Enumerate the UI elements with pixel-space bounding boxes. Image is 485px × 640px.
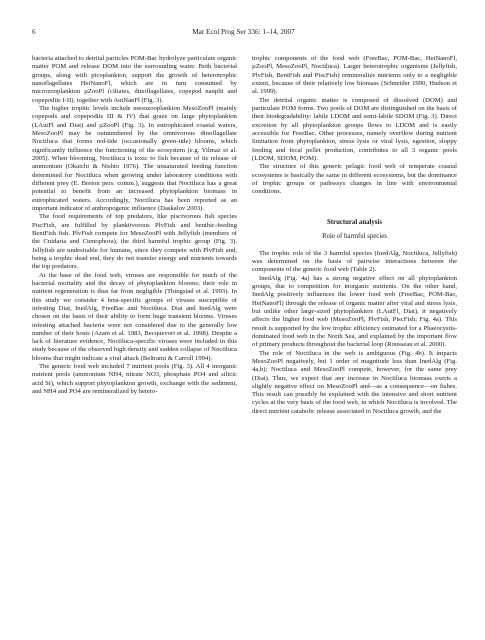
page-number: 6 bbox=[32, 28, 36, 36]
right-column bbox=[252, 55, 457, 416]
body-paragraph: The detrital organic matter is composed of dissolved (DOM) and particulate POM forms. Two pools of DOM are distinguished on the basis of their biodegradability: labile LDOM and semi-labile SDOM (Fig. 3). Direct excretion by all phytoplankton groups flows to LDOM and is easily accessible for FreeBac. Other processes, namely overflow during nutrient limitation from phytoplankton, stress lysis or viral lysis, egestion, sloppy feeding and fecal pellet production, contributes to all 3 organic pools (LDOM, SDOM, POM). bbox=[252, 96, 457, 162]
body-paragraph: The trophic role of the 3 harmful species (InedAlg, Noctiluca, Jellyfish) was determined on the basis of pairwise interactions between the components of the generic food web (Table 2). bbox=[252, 249, 457, 274]
body-paragraph: The food requirements of top predators, like piscivorous fish species PiscFish, are fulfilled by planktivorous PlvFish and benthic-feeding BentFish fish. PlvFish compete for MesoZooPl with Jellyfish (members of the Cnidaria and Ctenophora), the third harmful trophic group (Fig. 3). Jellyfish are undesirable for humans, since they compete with PlvFish and, being a trophic dead end, they do not transfer energy and nutrients towards the top predators. bbox=[32, 213, 237, 271]
body-paragraph: At the base of the food web, viruses are responsible for much of the bacterial mortality and the decay of phytoplankton blooms; their role in nutrient regeneration is thus far from negligible (Thingstad et al. 1993). In this study we consider 4 host-specific groups of viruses susceptible of infesting Diat, InedAlg, FreeBac and Noctiluca. Diat and InedAlg were chosen on the basis of their ability to form huge transient blooms. Viruses infesting attached bacteria were not considered due to the generally low number of their hosts (Azam et al. 1983, Becquevort et al. 1998). Despite a lack of literature evidence, Noctiluca-specific viruses were included in this study because of the observed high density and sudden collapse of Noctiluca blooms that might indicate a viral attack (Beltrami & Carroll 1994). bbox=[32, 271, 237, 362]
body-paragraph: trophic components of the food web (FreeBac, POM-Bac, HetNanoFl, µZooPl, MesoZooPl, Noctiluca). Larger heterotrophic organisms (Jellyfish, PlvFish, BentFish and PiscFish) remineralize nutrients only to a negligible extent, because of their relatively low biomass (Schneider 1990, Hudson et al. 1999). bbox=[252, 55, 457, 96]
section-heading: Structural analysis bbox=[327, 218, 382, 226]
left-column bbox=[32, 55, 237, 396]
subsection-heading: Role of harmful species bbox=[322, 233, 387, 241]
page-header bbox=[32, 26, 455, 38]
body-paragraph: InedAlg (Fig. 4a) has a strong negative effect on all phytoplankton groups, due to competition for inorganic nutrients. On the other hand, InedAlg positively influences the lower food web (FreeBac, POM-Bac, HetNanoFl) through the release of organic matter after viral and stress lysis, but unlike other large-sized phytoplankters (LAutFl, Diat), it negatively affects the higher food web (MesoZooPl, PlvFish, PiscFish; Fig. 4a). This result is supported by the low trophic efficiency estimated for a Phaeocystis-dominated food web in the North Sea, and explained by the important flow of primary products throughout the bacterial loop (Rousseau et al. 2000). bbox=[252, 274, 457, 349]
body-paragraph: The role of Noctiluca in the web is ambiguous (Fig. 4b). It impacts MesoZooPl negatively, but 1 order of magnitude less than InedAlg (Fig. 4a,b); Noctiluca and MesoZooPl compete, however, for the same prey (Diat). Thus, we expect that any increase in Noctiluca biomass exerts a slightly negative effect on MesoZooPl and—as a consequence—on fishes. This result can possibly be explained with the intensive and short nutrient cycles at the very basis of the food web, in which Noctiluca is involved. The direct nutrient catabolic release associated to Noctiluca growth, and the bbox=[252, 349, 457, 415]
body-paragraph: The structure of this generic pelagic food web of temperate coastal ecosystems is basically the same in different ecosystems, but the dominance of trophic groups or pathways changes in line with environmental conditions. bbox=[252, 163, 457, 196]
body-paragraph: The generic food web included 7 nutrient pools (Fig. 3). All 4 inorganic nutrient pools (ammonium NH4, nitrate NO3, phosphate PO4 and silicic acid Si), which support phytoplankton growth, exchange with the sediment, and NH4 and PO4 are remineralized by hetero- bbox=[32, 363, 237, 396]
body-paragraph: bacteria attached to detrital particles POM-Bac hydrolyze particulate organic matter POM and release DOM into the surrounding water. Both bacterial groups, along with picoplankton, support the growth of heterotrophic nanoflagellates HetNanoFl, which are in turn consumed by microzooplankton µZooPl (ciliates, dinoflagellates, copepod nauplii and copepodits I-II), together with AutNanFl (Fig. 3). bbox=[32, 55, 237, 104]
body-paragraph: The higher trophic levels include mesozooplankton MesoZooPl (mainly copepods and copepodits III & IV) that graze on large phytoplankton (LAutFl and Diat) and µZooPl (Fig. 3). In eutrophicated coastal waters, MesoZooPl may be outnumbered by the omnivorous dinoflagellate Noctiluca that forms red-tide (occasionally green-tide) blooms, which significantly influence the functioning of the ecosystem (e.g. Yilmaz et al. 2005). When blooming, Noctiluca is toxic to fish because of its release of ammonium (Okaichi & Nishio 1976). The unsaturated feeding function determined for Noctiluca when growing under laboratory conditions with different prey (E. Breton pers. comm.), suggests that Noctiluca has a great potential to benefit from an increased phytoplankton biomass in eutrophicated waters. Accordingly, Noctiluca has been reported as an important indicator of anthropogenic influence (Daskalov 2003). bbox=[32, 104, 237, 212]
running-title: Mar Ecol Prog Ser 336: 1–14, 2007 bbox=[192, 28, 295, 36]
